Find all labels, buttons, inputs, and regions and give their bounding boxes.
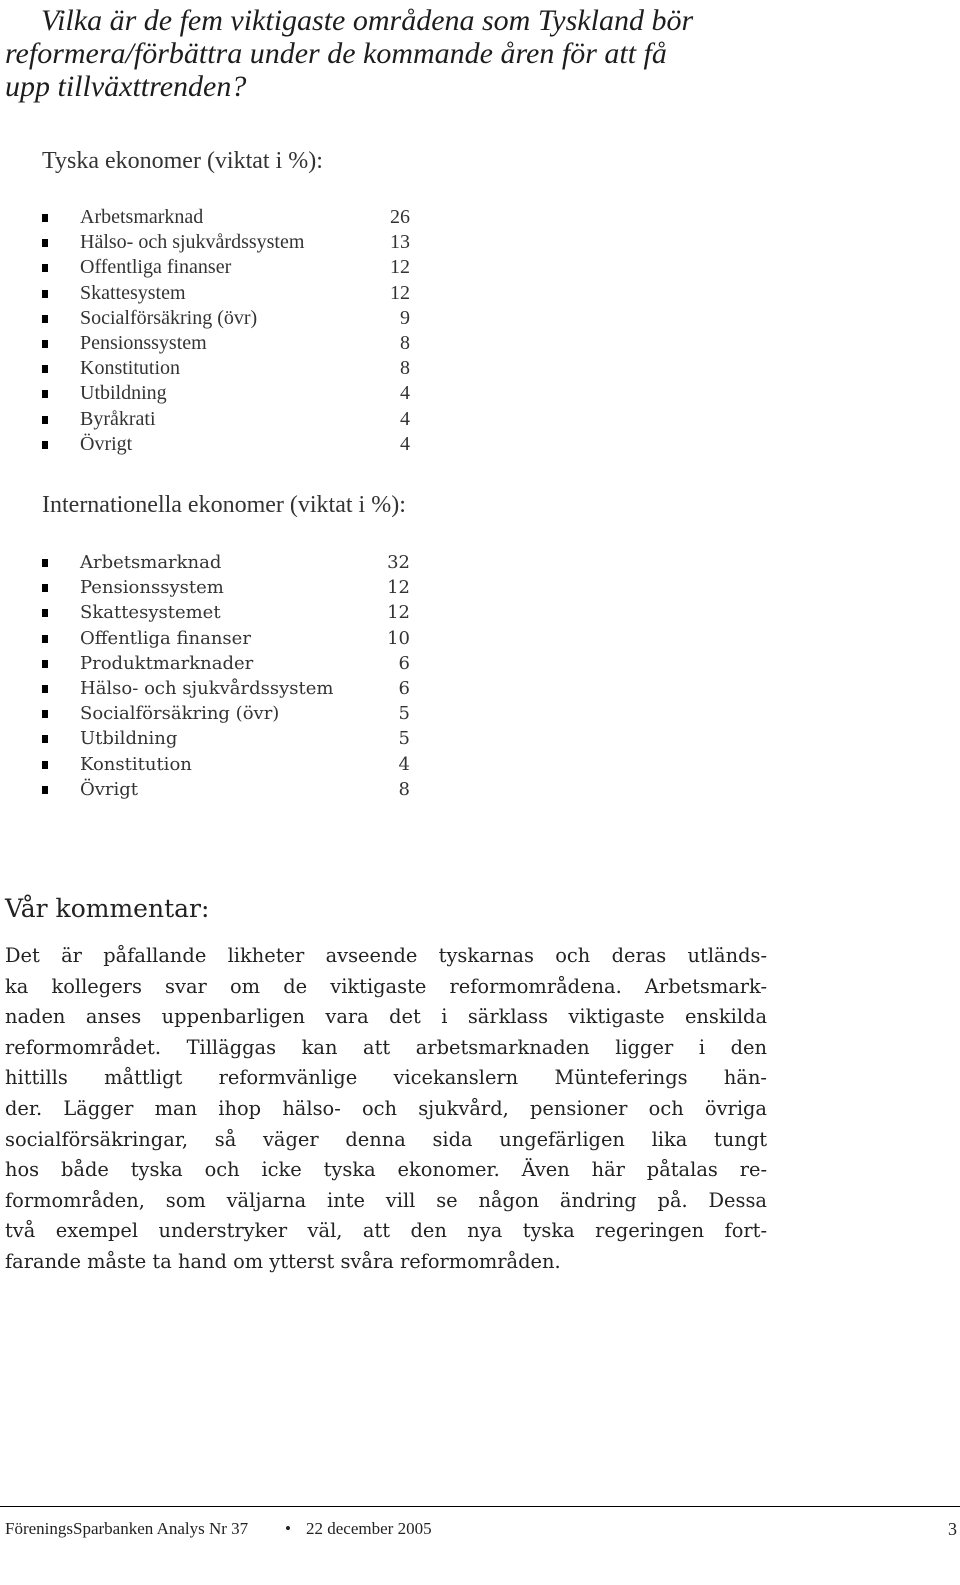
item-value: 26 [390, 206, 410, 228]
comment-line: naden anses uppenbarligen vara det i särklass viktigaste enskilda [5, 1005, 767, 1029]
item-label: Offentliga finanser [80, 627, 251, 649]
item-value: 8 [398, 778, 410, 800]
question-line: reformera/förbättra under de kommande åren för att få [5, 37, 667, 70]
item-label: Skattesystemet [80, 602, 221, 624]
footer-divider [0, 1506, 960, 1507]
item-value: 4 [400, 407, 410, 430]
bullet-icon [42, 761, 48, 769]
publication-date: 22 december 2005 [306, 1519, 432, 1538]
bullet-icon [42, 786, 48, 794]
question-line: upp tillväxttrenden? [5, 70, 247, 103]
bullet-icon [42, 635, 48, 643]
comment-line: Det är påfallande likheter avseende tyskarnas och deras utländs- [5, 944, 767, 967]
item-label: Utbildning [80, 382, 167, 405]
comment-line: der. Lägger man ihop hälso- och sjukvård, pensioner och övriga [5, 1096, 767, 1120]
bullet-icon [42, 609, 48, 617]
item-value: 6 [398, 677, 410, 699]
international-economists-heading: Internationella ekonomer (viktat i %): [42, 492, 406, 518]
item-value: 12 [387, 577, 410, 599]
bullet-icon [42, 315, 48, 323]
item-value: 32 [387, 552, 410, 573]
item-value: 5 [398, 728, 410, 750]
comment-line: socialförsäkringar, så väger denna sida ungefärligen lika tungt [5, 1127, 767, 1151]
page-number: 3 [948, 1519, 957, 1539]
item-label: Skattesystem [80, 281, 186, 304]
bullet-icon [42, 290, 48, 298]
bullet-icon [42, 735, 48, 743]
item-label: Hälso- och sjukvårdssystem [80, 677, 334, 699]
item-value: 13 [390, 231, 410, 254]
item-value: 12 [390, 281, 410, 304]
item-label: Övrigt [80, 778, 139, 800]
item-value: 9 [400, 306, 410, 329]
item-value: 12 [387, 602, 410, 624]
bullet-icon [42, 441, 48, 449]
bullet-separator: • [285, 1519, 291, 1538]
item-label: Övrigt [80, 432, 133, 455]
question-block [5, 4, 725, 103]
item-label: Socialförsäkring (övr) [80, 306, 258, 329]
bullet-icon [42, 214, 48, 222]
question-number [5, 4, 41, 37]
item-label: Utbildning [80, 728, 178, 750]
bullet-icon [42, 685, 48, 693]
bullet-icon [42, 559, 48, 567]
bullet-icon [42, 239, 48, 247]
item-label: Pensionssystem [80, 331, 207, 354]
item-value: 10 [387, 627, 410, 649]
item-label: Hälso- och sjukvårdssystem [80, 231, 305, 254]
item-label: Arbetsmarknad [80, 552, 222, 573]
question-line: Vilka är de fem viktigaste områdena som Tyskland bör [5, 4, 725, 37]
item-value: 4 [400, 432, 410, 455]
item-label: Offentliga finanser [80, 256, 232, 279]
bullet-icon [42, 264, 48, 272]
comment-heading: Vår kommentar: [5, 894, 210, 923]
bullet-icon [42, 584, 48, 592]
item-value: 4 [400, 382, 410, 405]
bullet-icon [42, 390, 48, 398]
comment-line: två exempel understryker väl, att den nya tyska regeringen fort- [5, 1219, 767, 1243]
item-value: 5 [398, 703, 410, 725]
bullet-icon [42, 416, 48, 424]
publication-name: FöreningsSparbanken Analys Nr 37 [5, 1519, 249, 1538]
bullet-icon [42, 660, 48, 668]
item-label: Pensionssystem [80, 577, 224, 599]
comment-line: hittills måttligt reformvänlige vicekanslern Münteferings hän- [5, 1066, 767, 1090]
bullet-icon [42, 710, 48, 718]
bullet-icon [42, 365, 48, 373]
item-value: 6 [398, 652, 410, 674]
item-value: 4 [398, 753, 410, 775]
bullet-icon [42, 340, 48, 348]
item-label: Konstitution [80, 753, 192, 775]
item-label: Arbetsmarknad [80, 206, 204, 228]
item-value: 8 [400, 331, 410, 354]
item-label: Konstitution [80, 357, 181, 380]
comment-line: hos både tyska och icke tyska ekonomer. Även här påtalas re- [5, 1158, 767, 1182]
page-footer [5, 1518, 960, 1540]
comment-line: farande måste ta hand om ytterst svåra reformområden. [5, 1249, 561, 1273]
comment-line: formområden, som väljarna inte vill se någon ändring på. Dessa [5, 1188, 767, 1212]
item-label: Socialförsäkring (övr) [80, 703, 280, 725]
item-label: Produktmarknader [80, 652, 254, 674]
item-value: 8 [400, 357, 410, 380]
comment-paragraph [5, 941, 767, 1278]
german-economists-heading: Tyska ekonomer (viktat i %): [42, 148, 323, 174]
item-value: 12 [390, 256, 410, 279]
comment-line: ka kollegers svar om de viktigaste reformområdena. Arbetsmark- [5, 974, 767, 998]
comment-line: reformområdet. Tilläggas kan att arbetsmarknaden ligger i den [5, 1035, 767, 1059]
item-label: Byråkrati [80, 407, 156, 430]
